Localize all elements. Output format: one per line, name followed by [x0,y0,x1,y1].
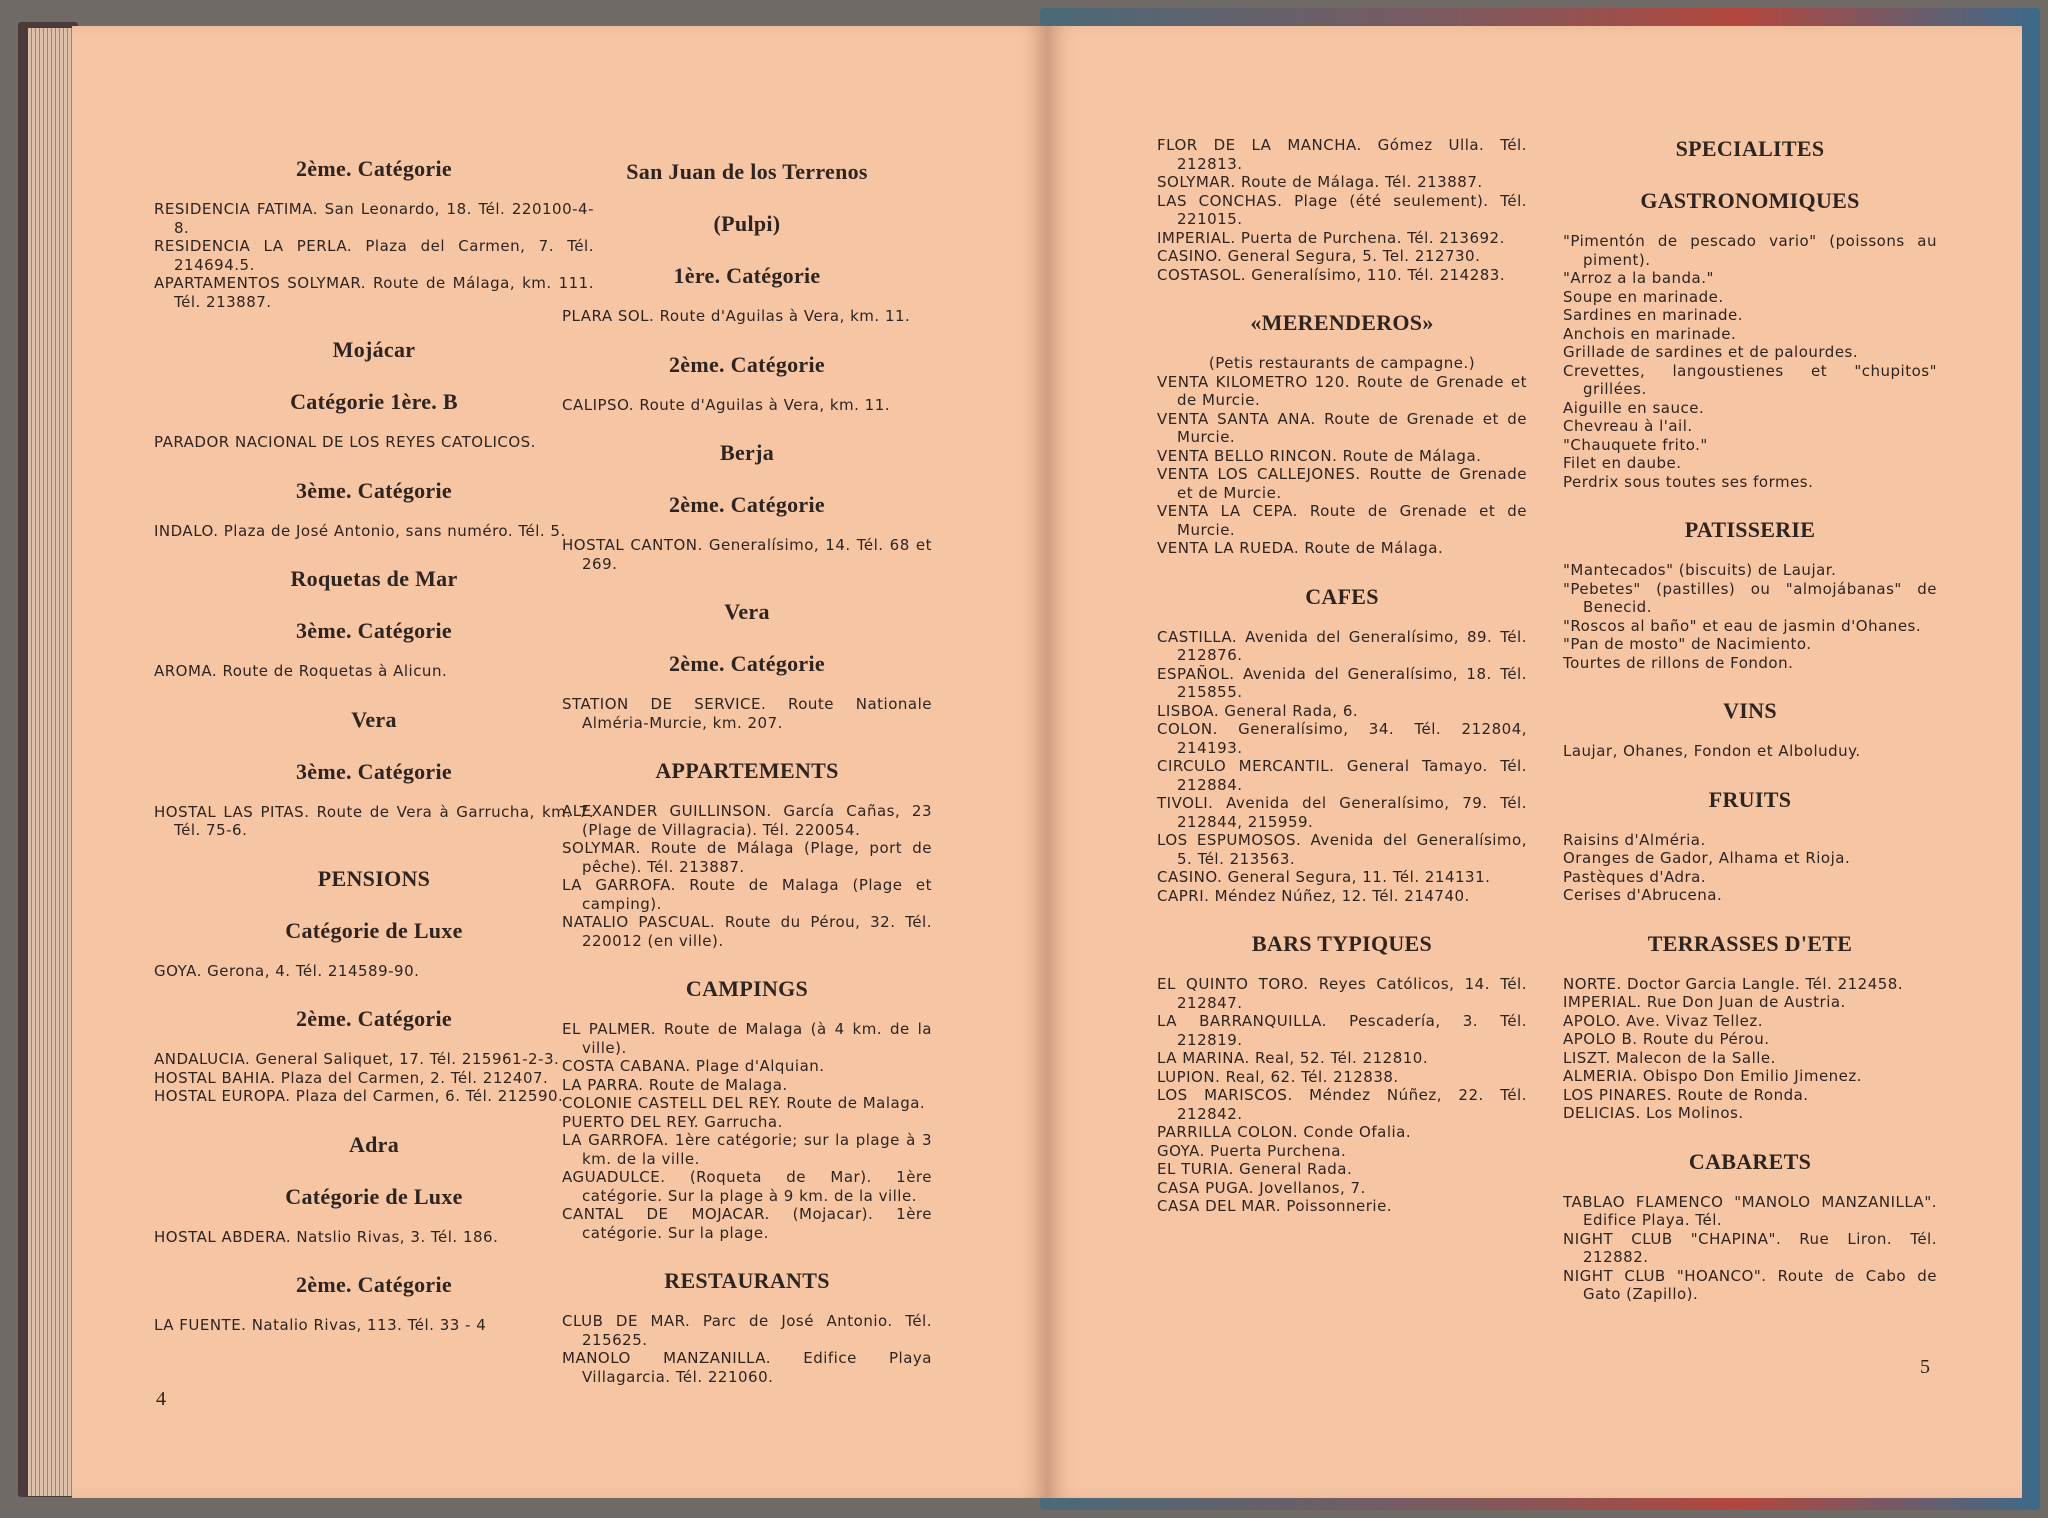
listing-entry: IMPERIAL. Rue Don Juan de Austria. [1563,993,1846,1011]
listing-entry: Laujar, Ohanes, Fondon et Alboluduy. [1563,742,1861,760]
section-heading: Catégorie de Luxe [285,917,463,943]
listing-entry: Perdrix sous toutes ses formes. [1563,472,1814,491]
right-page-column-1 [1157,136,1527,1216]
listing-entry: AGUADULCE. (Roqueta de Mar). 1ère catégorie. Sur la plage à 9 km. de la ville. [562,1168,932,1205]
listing-entry: Anchois en marinade. [1563,324,1737,343]
listing-entry: LA MARINA. Real, 52. Tél. 212810. [1157,1049,1429,1067]
listing-entry: APARTAMENTOS SOLYMAR. Route de Málaga, km. 111. Tél. 213887. [154,274,594,311]
section-heading: Roquetas de Mar [290,566,458,591]
listing-entry: LISBOA. General Rada, 6. [1157,701,1359,720]
listing-entry: Grillade de sardines et de palourdes. [1563,343,1859,361]
listing-entry: "Chauquete frito." [1563,435,1708,454]
listing-entry: LAS CONCHAS. Plage (été seulement). Tél. 221015. [1157,191,1527,228]
section-heading: 2ème. Catégorie [669,651,825,676]
listing-entry: Aiguille en sauce. [1563,398,1705,417]
listing-entry: Filet en daube. [1563,454,1682,472]
listing-entry: HOSTAL ABDERA. Natslio Rivas, 3. Tél. 186. [154,1227,499,1246]
listing-entry: NIGHT CLUB "HOANCO". Route de Cabo de Gato (Zapillo). [1563,1266,1937,1303]
section-heading: 2ème. Catégorie [296,1006,452,1031]
section-heading: San Juan de los Terrenos [626,159,868,184]
section-heading: PENSIONS [317,865,431,891]
left-page-column-2 [562,159,932,1386]
section-heading: Adra [348,1131,400,1157]
page-number-right: 5 [1920,1356,1930,1378]
page-number-left: 4 [156,1388,166,1410]
listing-entry: "Pan de mosto" de Nacimiento. [1563,635,1812,653]
listing-entry: PARRILLA COLON. Conde Ofalia. [1157,1123,1412,1141]
listing-entry: ALMERIA. Obispo Don Emilio Jimenez. [1563,1067,1863,1085]
listing-entry: Chevreau à l'ail. [1563,417,1693,435]
section-heading: 2ème. Catégorie [296,1272,452,1297]
listing-entry: LUPION. Real, 62. Tél. 212838. [1157,1067,1399,1086]
listing-entry: VENTA LA CEPA. Route de Grenade et de Murcie. [1157,502,1527,539]
listing-entry: Soupe en marinade. [1563,287,1724,306]
listing-entry: APOLO B. Route du Pérou. [1563,1030,1770,1048]
listing-entry: NATALIO PASCUAL. Route du Pérou, 32. Tél. 220012 (en ville). [562,913,932,950]
listing-entry: LA PARRA. Route de Malaga. [562,1075,788,1094]
section-subtitle: (Petis restaurants de campagne.) [1208,354,1476,372]
section-heading: Vera [724,599,770,624]
listing-entry: EL QUINTO TORO. Reyes Católicos, 14. Tél. 212847. [1157,975,1527,1012]
right-page [1047,26,2022,1498]
section-heading: Mojácar [332,337,416,362]
listing-entry: CLUB DE MAR. Parc de José Antonio. Tél. 215625. [562,1312,932,1349]
listing-entry: CIRCULO MERCANTIL. General Tamayo. Tél. 212884. [1157,757,1527,794]
listing-entry: CAPRI. Méndez Núñez, 12. Tél. 214740. [1157,886,1470,905]
listing-entry: VENTA KILOMETRO 120. Route de Grenade et de Murcie. [1157,372,1527,409]
listing-entry: Tourtes de rillons de Fondon. [1563,653,1794,672]
section-heading: «MERENDEROS» [1250,310,1434,335]
listing-entry: CASA DEL MAR. Poissonnerie. [1157,1197,1393,1215]
listing-entry: GOYA. Gerona, 4. Tél. 214589-90. [154,961,420,980]
listing-entry: CASINO. General Segura, 11. Tél. 214131. [1157,868,1491,886]
listing-entry: INDALO. Plaza de José Antonio, sans numéro. Tél. 5. [154,521,566,540]
listing-entry: COLON. Generalísimo, 34. Tél. 212804, 214193. [1157,720,1527,757]
listing-entry: DELICIAS. Los Molinos. [1563,1104,1744,1122]
listing-entry: SOLYMAR. Route de Málaga. Tél. 213887. [1157,173,1483,191]
listing-entry: FLOR DE LA MANCHA. Gómez Ulla. Tél. 212813. [1157,136,1527,173]
listing-entry: Sardines en marinade. [1563,306,1743,324]
listing-entry: SOLYMAR. Route de Málaga (Plage, port de pêche). Tél. 213887. [562,839,932,876]
section-heading: Catégorie 1ère. B [290,389,458,414]
listing-entry: LOS MARISCOS. Méndez Núñez, 22. Tél. 212842. [1157,1086,1527,1123]
listing-entry: "Roscos al baño" et eau de jasmin d'Ohanes. [1563,616,1922,635]
section-heading: Vera [351,706,397,732]
listing-entry: LOS PINARES. Route de Ronda. [1563,1085,1809,1104]
listing-entry: AROMA. Route de Roquetas à Alicun. [154,662,448,680]
section-heading: RESTAURANTS [664,1268,830,1293]
listing-entry: EL PALMER. Route de Malaga (à 4 km. de la ville). [562,1020,932,1057]
listing-entry: CASTILLA. Avenida del Generalísimo, 89. Tél. 212876. [1157,627,1527,664]
listing-entry: CALIPSO. Route d'Aguilas à Vera, km. 11. [562,395,891,414]
section-heading: BARS TYPIQUES [1251,931,1433,956]
listing-entry: ESPAÑOL. Avenida del Generalísimo, 18. Tél. 215855. [1157,664,1527,701]
listing-entry: ALEXANDER GUILLINSON. García Cañas, 23 (Plage de Villagracia). Tél. 220054. [562,802,932,839]
section-heading: TERRASSES D'ETE [1647,930,1853,956]
section-heading: APPARTEMENTS [655,758,839,783]
left-page-column-1 [154,156,594,1335]
listing-entry: PARADOR NACIONAL DE LOS REYES CATOLICOS. [154,433,536,451]
listing-entry: TIVOLI. Avenida del Generalísimo, 79. Tél. 212844, 215959. [1157,794,1527,831]
listing-entry: CASA PUGA. Jovellanos, 7. [1157,1178,1366,1197]
listing-entry: "Pimentón de pescado vario" (poissons au piment). [1563,232,1937,269]
section-heading: GASTRONOMIQUES [1640,188,1860,213]
section-heading: 2ème. Catégorie [669,492,825,517]
listing-entry: PLARA SOL. Route d'Aguilas à Vera, km. 11. [562,307,911,325]
listing-entry: LA GARROFA. 1ère catégorie; sur la plage à 3 km. de la ville. [562,1131,932,1168]
section-heading: Berja [719,440,775,465]
listing-entry: NORTE. Doctor Garcia Langle. Tél. 212458. [1563,974,1904,993]
section-heading: VINS [1723,698,1777,723]
listing-entry: COSTASOL. Generalísimo, 110. Tél. 214283. [1157,265,1506,284]
listing-entry: HOSTAL CANTON. Generalísimo, 14. Tél. 68 et 269. [562,536,932,573]
section-heading: CAFES [1305,583,1379,609]
listing-entry: Cerises d'Abrucena. [1563,886,1723,904]
listing-entry: MANOLO MANZANILLA. Edifice Playa Villagarcia. Tél. 221060. [562,1349,932,1386]
listing-entry: COLONIE CASTELL DEL REY. Route de Malaga. [562,1094,926,1112]
listing-entry: APOLO. Ave. Vivaz Tellez. [1563,1011,1764,1030]
listing-entry: "Arroz a la banda." [1563,269,1714,287]
listing-entry: CANTAL DE MOJACAR. (Mojacar). 1ère catégorie. Sur la plage. [562,1205,932,1242]
listing-entry: VENTA LA RUEDA. Route de Málaga. [1157,539,1444,557]
listing-entry: Oranges de Gador, Alhama et Rioja. [1563,849,1851,867]
section-heading: 1ère. Catégorie [673,263,821,288]
listing-entry: VENTA SANTA ANA. Route de Grenade et de Murcie. [1157,409,1527,446]
listing-entry: LA BARRANQUILLA. Pescadería, 3. Tél. 212819. [1157,1012,1527,1049]
section-heading: (Pulpi) [713,211,781,236]
listing-entry: LA GARROFA. Route de Malaga (Plage et camping). [562,876,932,913]
section-heading: CABARETS [1688,1148,1812,1174]
section-heading: 2ème. Catégorie [296,156,452,181]
listing-entry: HOSTAL LAS PITAS. Route de Vera à Garrucha, km. 7. Tél. 75-6. [154,802,594,839]
listing-entry: IMPERIAL. Puerta de Purchena. Tél. 213692. [1157,228,1505,247]
listing-entry: Crevettes, langoustienes et "chupitos" grillées. [1563,361,1937,398]
section-heading: Catégorie de Luxe [285,1183,463,1209]
listing-entry: STATION DE SERVICE. Route Nationale Alméria-Murcie, km. 207. [562,695,932,732]
section-heading: SPECIALITES [1675,136,1825,161]
section-heading: 3ème. Catégorie [296,477,452,503]
section-heading: 2ème. Catégorie [669,351,825,377]
section-heading: 3ème. Catégorie [296,758,452,784]
listing-entry: PUERTO DEL REY. Garrucha. [562,1112,783,1131]
section-heading: CAMPINGS [685,976,809,1001]
listing-entry: VENTA LOS CALLEJONES. Routte de Grenade et de Murcie. [1157,465,1527,502]
listing-entry: HOSTAL BAHIA. Plaza del Carmen, 2. Tél. 212407. [154,1068,549,1087]
left-page [72,26,1047,1498]
listing-entry: "Pebetes" (pastilles) ou "almojábanas" de Benecid. [1563,579,1937,616]
listing-entry: EL TURIA. General Rada. [1157,1160,1353,1178]
listing-entry: CASINO. General Segura, 5. Tel. 212730. [1157,247,1481,265]
listing-entry: LISZT. Malecon de la Salle. [1563,1048,1776,1067]
listing-entry: RESIDENCIA FATIMA. San Leonardo, 18. Tél. 220100-4-8. [154,200,594,237]
listing-entry: Raisins d'Alméria. [1563,830,1706,849]
page-edges [28,28,76,1496]
section-heading: 3ème. Catégorie [296,618,452,643]
section-heading: PATISSERIE [1684,517,1816,542]
section-heading: FRUITS [1708,786,1792,812]
listing-entry: VENTA BELLO RINCON. Route de Málaga. [1157,446,1482,465]
listing-entry: "Mantecados" (biscuits) de Laujar. [1563,561,1837,579]
listing-entry: RESIDENCIA LA PERLA. Plaza del Carmen, 7. Tél. 214694.5. [154,237,594,274]
listing-entry: ANDALUCIA. General Saliquet, 17. Tél. 215961-2-3. [154,1050,560,1068]
listing-entry: HOSTAL EUROPA. Plaza del Carmen, 6. Tél. 212590. [154,1087,564,1105]
listing-entry: COSTA CABANA. Plage d'Alquian. [562,1057,825,1075]
listing-entry: Pastèques d'Adra. [1563,867,1707,886]
listing-entry: LOS ESPUMOSOS. Avenida del Generalísimo, 5. Tél. 213563. [1157,831,1527,868]
listing-entry: LA FUENTE. Natalio Rivas, 113. Tél. 33 - 4 [154,1316,487,1334]
listing-entry: TABLAO FLAMENCO "MANOLO MANZANILLA". Edifice Playa. Tél. [1563,1192,1937,1229]
listing-entry: GOYA. Puerta Purchena. [1157,1141,1347,1160]
right-page-column-2 [1563,136,1937,1304]
listing-entry: NIGHT CLUB "CHAPINA". Rue Liron. Tél. 212882. [1563,1229,1937,1266]
